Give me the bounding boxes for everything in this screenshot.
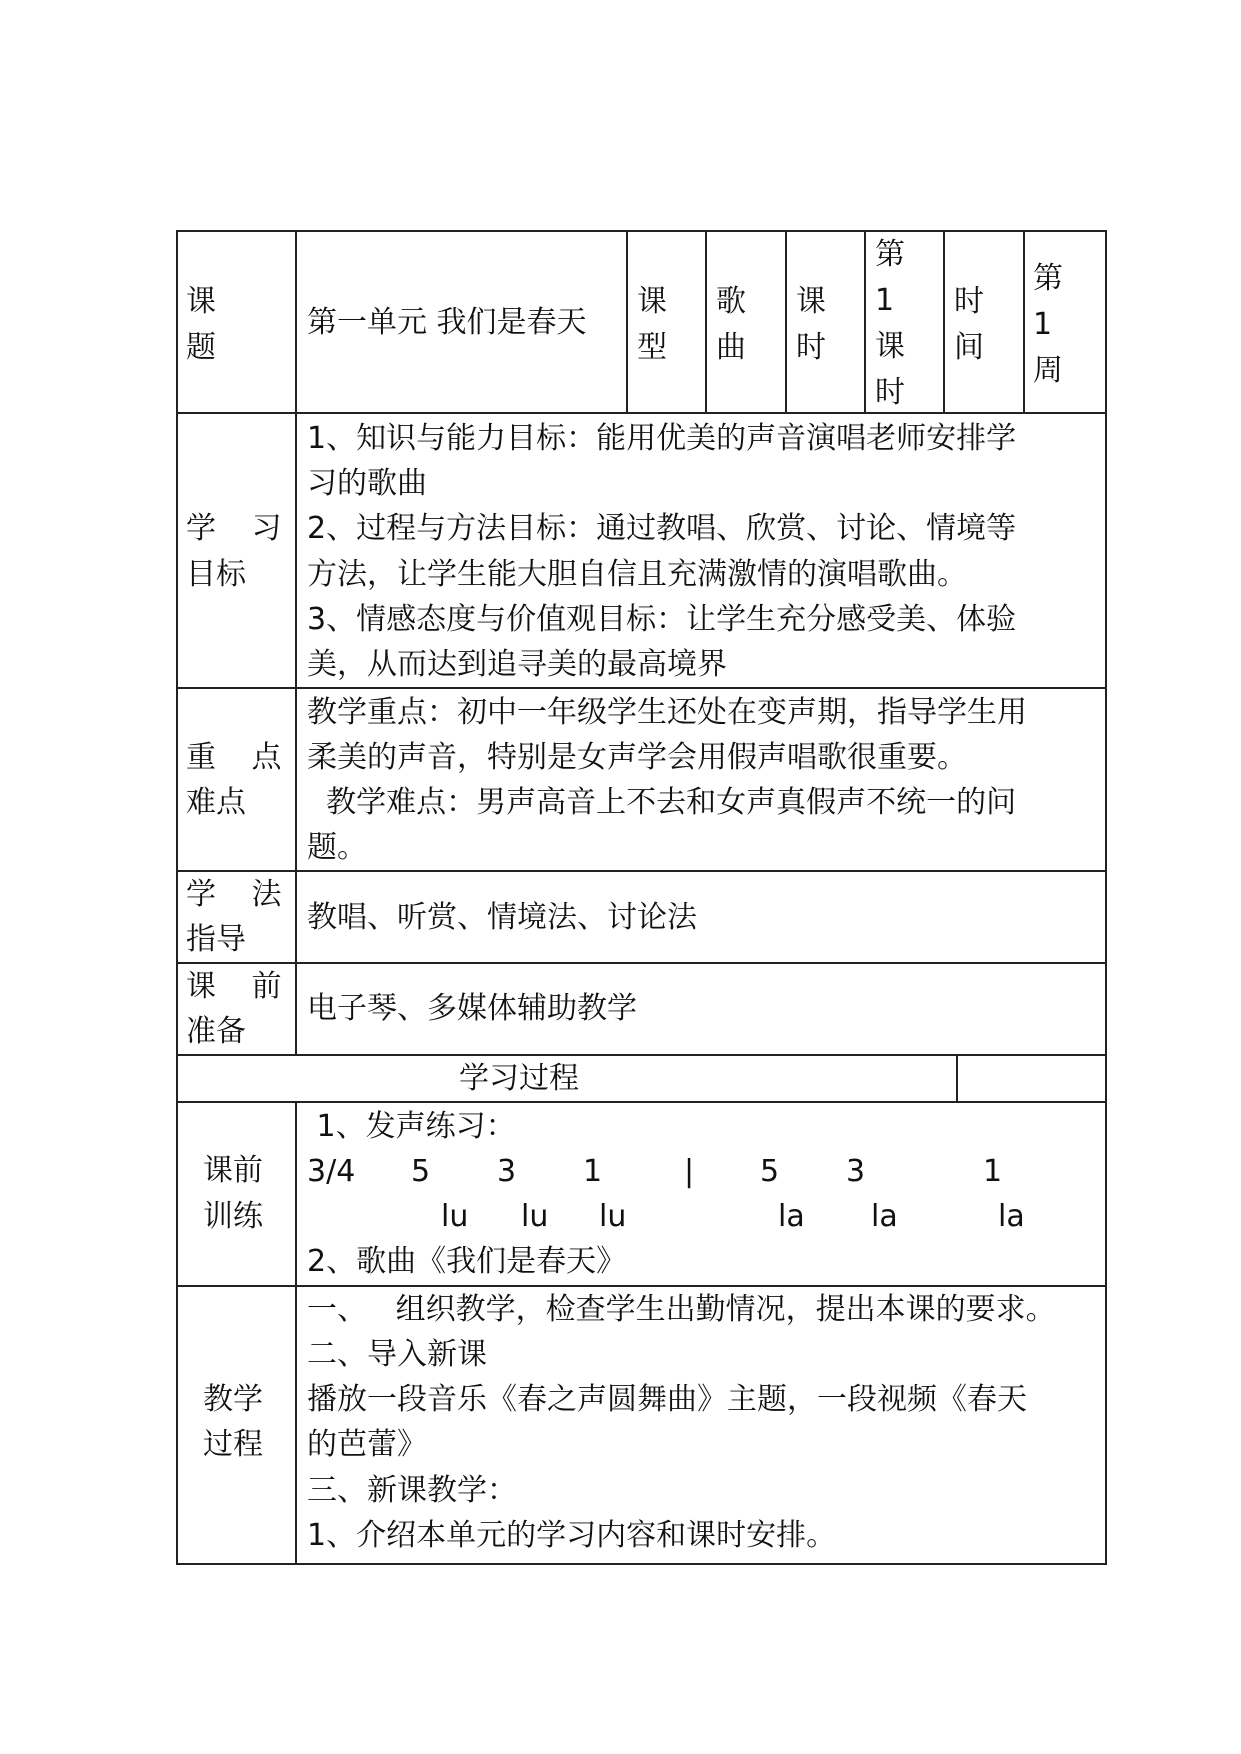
method-label-line1: 学 法	[186, 877, 282, 912]
table-border-top	[176, 230, 1107, 232]
col-divider	[1023, 230, 1025, 414]
warmup-note: 5	[760, 1154, 780, 1189]
row-divider	[176, 1054, 1107, 1056]
teaching-line: 一、 组织教学，检查学生出勤情况，提出本课的要求。	[307, 1292, 1056, 1327]
col-divider	[956, 1054, 958, 1103]
warmup-label-line1: 课前	[203, 1153, 263, 1188]
warmup-note: 1	[583, 1154, 603, 1189]
teaching-line: 三、新课教学：	[307, 1473, 517, 1508]
teaching-label-line2: 过程	[203, 1427, 263, 1462]
table-border-right	[1105, 230, 1107, 1565]
row-divider	[176, 412, 1107, 414]
goals-label-line2: 目标	[186, 557, 246, 592]
row-divider	[176, 962, 1107, 964]
col-divider	[295, 230, 297, 1056]
warmup-meter: 3/4	[307, 1154, 356, 1189]
goals-line: 1、知识与能力目标：能用优美的声音演唱老师安排学	[307, 421, 1017, 456]
keypoints-label-line1: 重 点	[186, 740, 282, 775]
warmup-line4: 2、歌曲《我们是春天》	[307, 1244, 627, 1279]
warmup-syllable: la	[778, 1199, 805, 1234]
table-border-left	[176, 230, 178, 1565]
warmup-syllable: lu	[441, 1199, 469, 1234]
keypoints-line: 教学难点：男声高音上不去和女声真假声不统一的问	[307, 785, 1017, 820]
prep-label-line2: 准备	[186, 1014, 246, 1049]
hours-label: 课时	[796, 284, 826, 365]
goals-line: 3、情感态度与价值观目标：让学生充分感受美、体验	[307, 602, 1017, 637]
keypoints-line: 教学重点：初中一年级学生还处在变声期，指导学生用	[307, 695, 1027, 730]
warmup-syllable: la	[871, 1199, 898, 1234]
warmup-note: 5	[411, 1154, 431, 1189]
teaching-label-line1: 教学	[203, 1382, 263, 1417]
goals-label-line1: 学 习	[186, 511, 282, 546]
col-divider	[705, 230, 707, 414]
method-value: 教唱、听赏、情境法、讨论法	[307, 900, 697, 935]
goals-line: 方法，让学生能大胆自信且充满激情的演唱歌曲。	[307, 557, 967, 592]
warmup-note: 3	[846, 1154, 866, 1189]
col-divider	[295, 1101, 297, 1565]
col-divider	[864, 230, 866, 414]
type-value: 歌曲	[716, 284, 746, 365]
teaching-line: 1、介绍本单元的学习内容和课时安排。	[307, 1518, 837, 1553]
col-divider	[785, 230, 787, 414]
warmup-syllable: lu	[599, 1199, 627, 1234]
time-label: 时间	[954, 284, 984, 365]
topic-value: 第一单元 我们是春天	[307, 305, 587, 340]
goals-line: 美，从而达到追寻美的最高境界	[307, 647, 727, 682]
teaching-line: 的芭蕾》	[307, 1427, 427, 1462]
warmup-syllable: la	[998, 1199, 1025, 1234]
row-divider	[176, 1101, 1107, 1103]
keypoints-line: 题。	[307, 830, 367, 865]
type-label: 课型	[637, 284, 667, 365]
topic-label: 课题	[186, 284, 216, 365]
method-label-line2: 指导	[186, 922, 246, 957]
prep-value: 电子琴、多媒体辅助教学	[307, 991, 637, 1026]
goals-line: 习的歌曲	[307, 466, 427, 501]
teaching-line: 二、导入新课	[307, 1337, 487, 1372]
hours-value: 第1课时	[875, 237, 905, 410]
warmup-line1: 1、发声练习：	[307, 1109, 516, 1144]
process-title: 学习过程	[459, 1061, 579, 1096]
teaching-line: 播放一段音乐《春之声圆舞曲》主题，一段视频《春天	[307, 1382, 1027, 1417]
warmup-label-line2: 训练	[203, 1199, 263, 1234]
goals-line: 2、过程与方法目标：通过教唱、欣赏、讨论、情境等	[307, 511, 1017, 546]
warmup-note: 1	[983, 1154, 1003, 1189]
prep-label-line1: 课 前	[186, 969, 282, 1004]
keypoints-line: 柔美的声音，特别是女声学会用假声唱歌很重要。	[307, 740, 967, 775]
col-divider	[943, 230, 945, 414]
col-divider	[626, 230, 628, 414]
table-border-bottom	[176, 1563, 1107, 1565]
time-value: 第1周	[1033, 261, 1063, 388]
keypoints-label-line2: 难点	[186, 785, 246, 820]
warmup-barline: |	[684, 1154, 695, 1189]
warmup-note: 3	[497, 1154, 517, 1189]
warmup-syllable: lu	[521, 1199, 549, 1234]
